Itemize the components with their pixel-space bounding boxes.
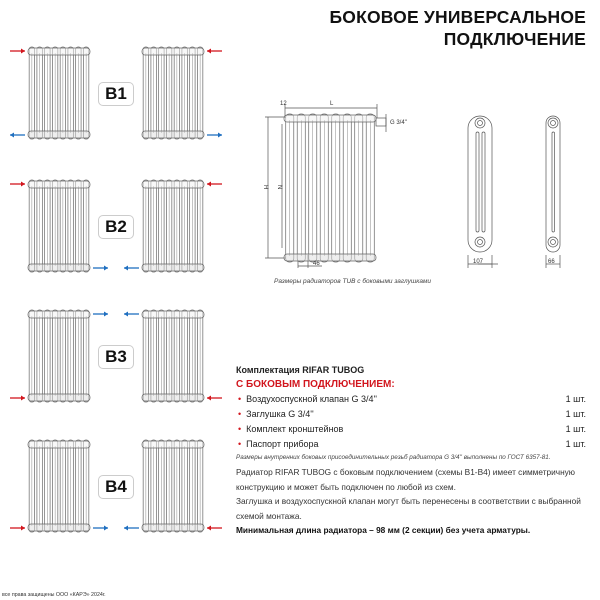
kit-item-name — [238, 424, 343, 435]
bullet-icon: • — [238, 409, 242, 419]
description-bold: Минимальная длина радиатора – 98 мм (2 секции) без учета арматуры. — [236, 525, 531, 535]
dim-46: 46 — [313, 261, 320, 267]
supply-arrow-right — [207, 49, 222, 54]
scheme-label: B1 — [98, 82, 134, 106]
dim-107: 107 — [473, 259, 484, 265]
radiator-left — [28, 310, 90, 402]
bullet-icon: • — [238, 424, 242, 434]
kit-item-name — [238, 439, 319, 450]
description-p1: Радиатор RIFAR TUBOG с боковым подключением (схемы B1-B4) имеет симметричную конструкцию и может быть подключен по любой из схем. — [236, 467, 576, 492]
description — [236, 465, 586, 538]
title-line-2: ПОДКЛЮЧЕНИЕ — [443, 29, 586, 49]
kit-item-label: Заглушка G 3/4'' — [246, 409, 314, 419]
scheme-label: B2 — [98, 215, 134, 239]
return-arrow-left — [93, 312, 108, 317]
supply-arrow-left — [10, 526, 25, 531]
supply-arrow-right — [207, 526, 222, 531]
return-arrow-right — [124, 312, 139, 317]
dim-66: 66 — [548, 259, 555, 265]
drawing-caption: Размеры радиаторов TUB с боковыми заглушками — [274, 278, 432, 285]
scheme-label: B3 — [98, 345, 134, 369]
dim-h: H — [262, 185, 268, 190]
dimension-drawing — [250, 90, 600, 280]
kit-subheading: С БОКОВЫМ ПОДКЛЮЧЕНИЕМ: — [236, 379, 395, 390]
dim-12: 12 — [280, 101, 287, 107]
radiator-front-view — [284, 114, 376, 262]
kit-item-qty: 1 шт. — [565, 424, 586, 434]
radiator-right — [142, 440, 204, 532]
return-arrow-left — [10, 133, 25, 138]
radiator-right — [142, 310, 204, 402]
supply-arrow-right — [207, 396, 222, 401]
radiator-left — [28, 440, 90, 532]
kit-section — [236, 365, 586, 461]
supply-arrow-left — [10, 396, 25, 401]
kit-item-label: Паспорт прибора — [246, 439, 319, 449]
kit-heading: Комплектация RIFAR TUBOG — [236, 365, 365, 375]
kit-item-name — [238, 409, 314, 420]
bullet-icon: • — [238, 439, 242, 449]
return-arrow-left — [93, 526, 108, 531]
kit-item — [238, 424, 586, 435]
kit-item-label: Комплект кронштейнов — [246, 424, 344, 434]
radiator-right — [142, 47, 204, 139]
kit-item — [238, 394, 586, 405]
kit-note: Размеры внутренних боковых присоединительных резьб радиатора G 3/4'' выполнены по ГОСТ 6357-81. — [236, 454, 551, 461]
description-p2: Заглушка и воздухоспускной клапан могут быть перенесены в соответствии с выбранной схемой монтажа. — [236, 496, 581, 521]
description-p3 — [236, 523, 586, 538]
supply-arrow-left — [10, 182, 25, 187]
kit-item-name — [238, 394, 377, 405]
dim-l: L — [330, 101, 334, 107]
kit-item-qty: 1 шт. — [565, 439, 586, 449]
supply-arrow-right — [207, 182, 222, 187]
kit-item-qty: 1 шт. — [565, 409, 586, 419]
return-arrow-right — [207, 133, 222, 138]
kit-item — [238, 409, 586, 420]
radiator-left — [28, 180, 90, 272]
page-title — [329, 6, 586, 50]
title-line-1: БОКОВОЕ УНИВЕРСАЛЬНОЕ — [329, 7, 586, 27]
radiator-right — [142, 180, 204, 272]
bullet-icon: • — [238, 394, 242, 404]
return-arrow-right — [124, 266, 139, 271]
return-arrow-left — [93, 266, 108, 271]
return-arrow-right — [124, 526, 139, 531]
radiator-left — [28, 47, 90, 139]
kit-item-label: Воздухоспускной клапан G 3/4'' — [246, 394, 377, 404]
dim-n: N — [276, 185, 282, 190]
thread-label: G 3/4'' — [390, 120, 407, 126]
kit-item-qty: 1 шт. — [565, 394, 586, 404]
copyright: все права защищены ООО «КАРЭ» 2024г. — [2, 592, 106, 598]
kit-item — [238, 439, 586, 450]
supply-arrow-left — [10, 49, 25, 54]
scheme-label: B4 — [98, 475, 134, 499]
